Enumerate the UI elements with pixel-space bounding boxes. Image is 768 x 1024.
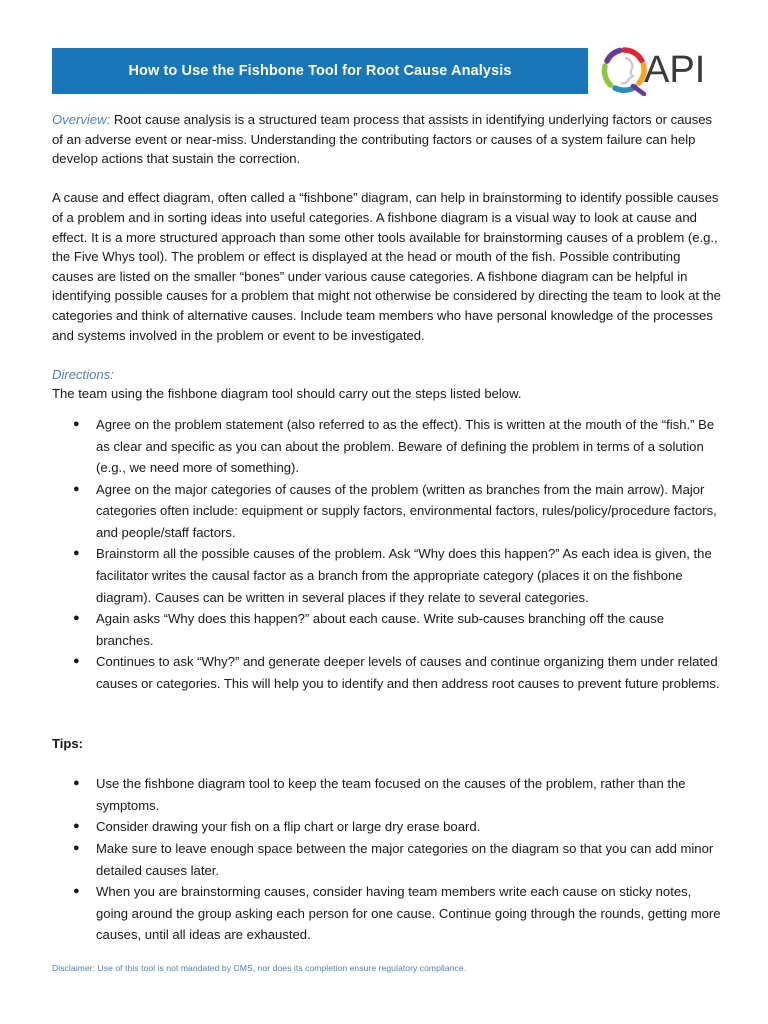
page-title: How to Use the Fishbone Tool for Root Cause Analysis <box>128 63 512 79</box>
list-item: ● Consider drawing your fish on a flip chart or large dry erase board. <box>52 816 722 838</box>
list-item: ● Agree on the major categories of causes of the problem (written as branches from the main arrow). Major categories often include: equipment or supply factors, environmental factors, rules/policy/procedure factors, and people/staff factors. <box>52 479 722 544</box>
list-item: ● Brainstorm all the possible causes of the problem. Ask “Why does this happen?” As each idea is given, the facilitator writes the causal factor as a branch from the appropriate category (places it on the fishbone diagram). Causes can be written in several places if they relate to several categories. <box>52 543 722 608</box>
disclaimer: Disclaimer: Use of this tool is not mandated by CMS, nor does its completion ensure regulatory compliance. <box>52 963 467 973</box>
tips-list <box>52 773 722 946</box>
intro-paragraph: A cause and effect diagram, often called a “fishbone” diagram, can help in brainstorming to identify possible causes of a problem and in sorting ideas into useful categories. A fishbone diagram is a visual way to look at cause and effect. It is a more structured approach than some other tools available for brainstorming causes of a problem (e.g., the Five Whys tool). The problem or effect is displayed at the head or mouth of the fish. Possible contributing causes are listed on the smaller “bones” under various cause categories. A fishbone diagram can be helpful in identifying possible causes for a problem that might not otherwise be considered by directing the team to look at the categories and think of alternative causes. Include team members who have personal knowledge of the processes and systems involved in the problem or event to be investigated. <box>52 190 721 343</box>
qapi-logo <box>598 44 722 96</box>
directions-label: Directions: <box>52 366 114 382</box>
list-item: ● Again asks “Why does this happen?” about each cause. Write sub-causes branching off the cause branches. <box>52 608 722 651</box>
document-body <box>52 110 722 946</box>
overview-paragraph <box>52 110 722 169</box>
list-item: ● Make sure to leave enough space between the major categories on the diagram so that you can add minor detailed causes later. <box>52 838 722 881</box>
tips-label: Tips: <box>52 735 84 751</box>
qapi-ring-logo-icon <box>598 44 650 96</box>
list-item: ● When you are brainstorming causes, consider having team members write each cause on sticky notes, going around the group asking each person for one cause. Continue going through the rounds, getting more causes, until all ideas are exhausted. <box>52 881 722 946</box>
list-item: ● Agree on the problem statement (also referred to as the effect). This is written at the mouth of the “fish.” Be as clear and specific as you can about the problem. Beware of defining the problem in terms of a solution (e.g., we need more of something). <box>52 414 722 479</box>
list-item: ● Continues to ask “Why?” and generate deeper levels of causes and continue organizing them under related causes or categories. This will help you to identify and then address root causes to prevent future problems. <box>52 651 722 694</box>
list-item: ● Use the fishbone diagram tool to keep the team focused on the causes of the problem, rather than the symptoms. <box>52 773 722 816</box>
header-banner <box>52 48 588 94</box>
directions-intro: The team using the fishbone diagram tool should carry out the steps listed below. <box>52 386 522 402</box>
overview-text: Root cause analysis is a structured team process that assists in identifying underlying factors or causes of an adverse event or near-miss. Understanding the contributing factors or causes of a system failure can help develop actions that sustain the correction. <box>52 112 713 167</box>
logo-text: API <box>644 49 706 91</box>
overview-label: Overview: <box>52 112 111 127</box>
directions-list <box>52 414 722 695</box>
